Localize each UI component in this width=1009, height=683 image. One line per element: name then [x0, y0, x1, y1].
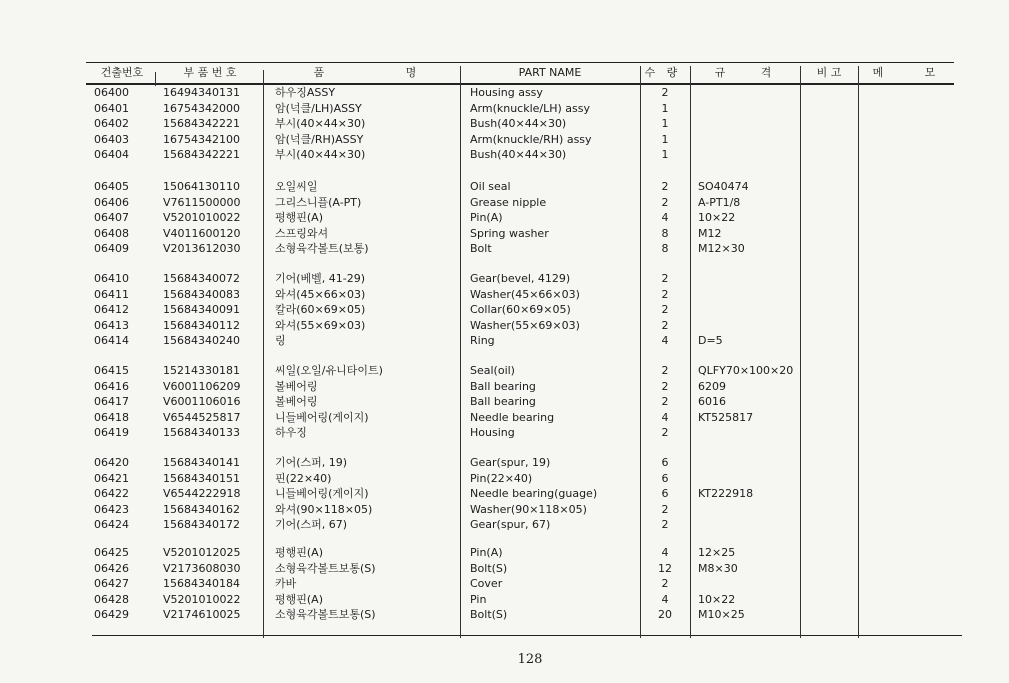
part-number: 15684340141 [163, 456, 240, 469]
english-name: Pin [470, 592, 487, 606]
english-name: Seal(oil) [470, 364, 515, 377]
quantity: 6 [661, 456, 669, 469]
korean-name: 씨일(오일/유니타이트) [275, 364, 383, 377]
part-number: 15064130110 [163, 180, 240, 193]
item-number: 06414 [94, 334, 129, 347]
quantity: 6 [661, 471, 669, 485]
korean-name: 암(넉클/RH)ASSY [275, 132, 364, 146]
english-name: Bolt(S) [470, 561, 508, 575]
specification: KT525817 [698, 410, 754, 424]
item-number: 06418 [94, 410, 129, 424]
quantity: 4 [661, 334, 669, 347]
part-number: 15684340112 [163, 318, 240, 332]
col-divider [155, 72, 156, 86]
english-name: Bolt(S) [470, 608, 508, 621]
english-name: Washer(55×69×03) [470, 318, 580, 332]
korean-name: 소형육각볼트보통(S) [275, 561, 376, 575]
part-number: V4011600120 [163, 226, 241, 240]
item-number: 06428 [94, 592, 129, 606]
korean-name: 기어(베벨, 41-29) [275, 272, 366, 285]
header-part-name: PART NAME [518, 66, 582, 79]
header-qty-2: 량 [666, 66, 678, 79]
english-name: Pin(22×40) [470, 471, 533, 485]
korean-name: 기어(스퍼, 19) [275, 456, 348, 469]
col-divider [858, 66, 859, 638]
part-number: V5201010022 [163, 211, 241, 224]
korean-name: 와셔(55×69×03) [275, 318, 366, 332]
quantity: 4 [661, 410, 669, 424]
part-number: 15684340072 [163, 272, 240, 285]
part-number: V6001106209 [163, 379, 241, 393]
english-name: Cover [470, 577, 503, 590]
header-qty-1: 수 [644, 66, 656, 79]
korean-name: 스프링와셔 [275, 226, 329, 240]
english-name: Arm(knuckle/LH) assy [470, 101, 591, 115]
quantity: 2 [661, 364, 669, 377]
korean-name: 니들베어링(게이지) [275, 487, 369, 500]
quantity: 8 [661, 226, 669, 240]
quantity: 2 [661, 180, 669, 193]
english-name: Gear(spur, 67) [470, 518, 551, 531]
quantity: 2 [661, 395, 669, 408]
quantity: 4 [661, 546, 669, 559]
specification: M12×30 [698, 242, 745, 255]
item-number: 06417 [94, 395, 129, 408]
item-number: 06416 [94, 379, 129, 393]
english-name: Spring washer [470, 226, 549, 240]
part-number: V5201012025 [163, 546, 241, 559]
english-name: Ball bearing [470, 395, 536, 408]
item-number: 06425 [94, 546, 129, 559]
item-number: 06410 [94, 272, 129, 285]
specification: 6209 [698, 379, 726, 393]
item-number: 06411 [94, 287, 129, 301]
header-memo-2: 모 [924, 66, 936, 79]
quantity: 2 [661, 303, 669, 316]
korean-name: 핀(22×40) [275, 471, 332, 485]
part-number: 15684340133 [163, 426, 240, 439]
korean-name: 암(넉클/LH)ASSY [275, 101, 362, 115]
part-number: V2173608030 [163, 561, 241, 575]
item-number: 06400 [94, 86, 129, 99]
english-name: Washer(45×66×03) [470, 287, 580, 301]
korean-name: 와셔(45×66×03) [275, 287, 366, 301]
english-name: Needle bearing(guage) [470, 487, 598, 500]
korean-name: 카바 [275, 577, 297, 590]
item-number: 06413 [94, 318, 129, 332]
korean-name: 그리스니플(A-PT) [275, 195, 362, 209]
part-number: V6001106016 [163, 395, 241, 408]
korean-name: 소형육각볼트(보통) [275, 242, 369, 255]
korean-name: 평행핀(A) [275, 592, 323, 606]
quantity: 2 [661, 318, 669, 332]
korean-name: 니들베어링(게이지) [275, 410, 369, 424]
part-number: 15214330181 [163, 364, 240, 377]
specification: 10×22 [698, 211, 736, 224]
item-number: 06415 [94, 364, 129, 377]
specification: D=5 [698, 334, 723, 347]
part-number: V6544222918 [163, 487, 241, 500]
part-number: 16494340131 [163, 86, 240, 99]
quantity: 4 [661, 211, 669, 224]
quantity: 2 [661, 287, 669, 301]
top-rule [86, 62, 954, 63]
quantity: 1 [661, 132, 669, 146]
header-note: 비 고 [816, 66, 842, 79]
part-number: 15684340240 [163, 334, 240, 347]
item-number: 06407 [94, 211, 129, 224]
part-number: 15684340162 [163, 502, 240, 516]
header-name-ko-1: 품 [313, 66, 325, 79]
part-number: 15684340172 [163, 518, 240, 531]
quantity: 1 [661, 117, 669, 130]
bottom-rule [92, 635, 962, 636]
item-number: 06422 [94, 487, 129, 500]
item-number: 06408 [94, 226, 129, 240]
korean-name: 하우징 [275, 426, 307, 439]
quantity: 1 [661, 148, 669, 161]
quantity: 1 [661, 101, 669, 115]
english-name: Gear(bevel, 4129) [470, 272, 571, 285]
part-number: 15684340091 [163, 303, 240, 316]
korean-name: 볼베어링 [275, 379, 318, 393]
specification: SO40474 [698, 180, 749, 193]
header-spec-1: 규 [714, 66, 726, 79]
quantity: 2 [661, 86, 669, 99]
item-number: 06406 [94, 195, 129, 209]
header-memo-1: 메 [872, 66, 884, 79]
english-name: Ball bearing [470, 379, 536, 393]
specification: M10×25 [698, 608, 745, 621]
quantity: 2 [661, 502, 669, 516]
col-divider [640, 66, 641, 638]
english-name: Needle bearing [470, 410, 555, 424]
english-name: Washer(90×118×05) [470, 502, 587, 516]
quantity: 2 [661, 272, 669, 285]
quantity: 2 [661, 518, 669, 531]
korean-name: 기어(스퍼, 67) [275, 518, 348, 531]
korean-name: 와셔(90×118×05) [275, 502, 373, 516]
part-number: 15684340083 [163, 287, 240, 301]
item-number: 06424 [94, 518, 129, 531]
part-number: 15684342221 [163, 117, 240, 130]
specification: M8×30 [698, 561, 738, 575]
specification: A-PT1/8 [698, 195, 741, 209]
item-number: 06420 [94, 456, 129, 469]
header-spec-2: 격 [760, 66, 772, 79]
header-name-ko-2: 명 [405, 66, 417, 79]
item-number: 06405 [94, 180, 129, 193]
english-name: Grease nipple [470, 195, 547, 209]
item-number: 06427 [94, 577, 129, 590]
part-number: V7611500000 [163, 195, 241, 209]
quantity: 2 [661, 577, 669, 590]
english-name: Housing [470, 426, 515, 439]
item-number: 06429 [94, 608, 129, 621]
part-number: V6544525817 [163, 410, 241, 424]
item-number: 06426 [94, 561, 129, 575]
item-number: 06402 [94, 117, 129, 130]
part-number: V5201010022 [163, 592, 241, 606]
english-name: Oil seal [470, 180, 511, 193]
english-name: Bolt [470, 242, 492, 255]
item-number: 06404 [94, 148, 129, 161]
specification: KT222918 [698, 487, 754, 500]
korean-name: 부시(40×44×30) [275, 117, 366, 130]
quantity: 4 [661, 592, 669, 606]
korean-name: 부시(40×44×30) [275, 148, 366, 161]
part-number: 16754342100 [163, 132, 240, 146]
specification: 12×25 [698, 546, 736, 559]
quantity: 2 [661, 379, 669, 393]
item-number: 06423 [94, 502, 129, 516]
item-number: 06403 [94, 132, 129, 146]
part-number: 15684340184 [163, 577, 240, 590]
quantity: 8 [661, 242, 669, 255]
quantity: 12 [658, 561, 672, 575]
specification: QLFY70×100×20 [698, 364, 794, 377]
english-name: Ring [470, 334, 495, 347]
col-divider [460, 66, 461, 638]
col-divider [263, 70, 264, 638]
english-name: Gear(spur, 19) [470, 456, 551, 469]
korean-name: 링 [275, 334, 286, 347]
header-part-no: 부 품 번 호 [183, 66, 237, 79]
korean-name: 평행핀(A) [275, 546, 323, 559]
quantity: 2 [661, 426, 669, 439]
korean-name: 오일씨일 [275, 180, 318, 193]
col-divider [690, 66, 691, 638]
specification: 10×22 [698, 592, 736, 606]
quantity: 20 [658, 608, 672, 621]
korean-name: 볼베어링 [275, 395, 318, 408]
korean-name: 소형육각볼트보통(S) [275, 608, 376, 621]
item-number: 06419 [94, 426, 129, 439]
part-number: V2013612030 [163, 242, 241, 255]
english-name: Bush(40×44×30) [470, 148, 567, 161]
item-number: 06421 [94, 471, 129, 485]
quantity: 2 [661, 195, 669, 209]
header-no: 건출번호 [100, 66, 144, 79]
part-number: 15684340151 [163, 471, 240, 485]
korean-name: 평행핀(A) [275, 211, 323, 224]
korean-name: 하우징ASSY [275, 86, 336, 99]
english-name: Arm(knuckle/RH) assy [470, 132, 592, 146]
item-number: 06412 [94, 303, 129, 316]
item-number: 06401 [94, 101, 129, 115]
english-name: Pin(A) [470, 546, 503, 559]
header-rule [86, 83, 954, 85]
specification: 6016 [698, 395, 726, 408]
english-name: Bush(40×44×30) [470, 117, 567, 130]
english-name: Housing assy [470, 86, 543, 99]
korean-name: 칼라(60×69×05) [275, 303, 366, 316]
part-number: 15684342221 [163, 148, 240, 161]
page-number: 128 [517, 652, 543, 667]
col-divider [800, 66, 801, 638]
item-number: 06409 [94, 242, 129, 255]
quantity: 6 [661, 487, 669, 500]
english-name: Collar(60×69×05) [470, 303, 571, 316]
specification: M12 [698, 226, 722, 240]
part-number: 16754342000 [163, 101, 240, 115]
part-number: V2174610025 [163, 608, 241, 621]
english-name: Pin(A) [470, 211, 503, 224]
